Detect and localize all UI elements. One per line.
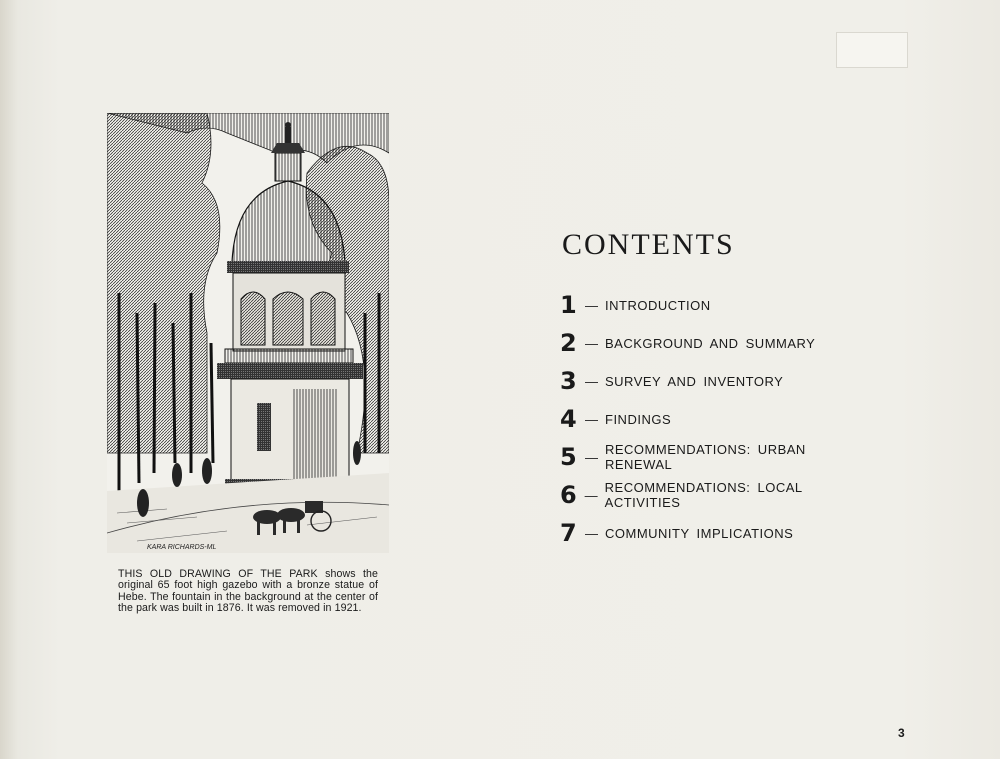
artist-signature: KARA RICHARDS-ML [147, 544, 217, 551]
toc-dash: — [585, 373, 598, 389]
page-number: 3 [898, 726, 905, 740]
toc-dash: — [585, 411, 598, 427]
toc-dash: — [585, 297, 598, 313]
park-gazebo-illustration [107, 113, 389, 553]
toc-label: BACKGROUND AND SUMMARY [605, 335, 816, 351]
toc-label: RECOMMENDATIONS: URBAN RENEWAL [604, 442, 806, 472]
toc-dash: — [584, 487, 598, 503]
toc-dash: — [585, 525, 598, 541]
toc-number: 2 [560, 329, 577, 357]
toc-dash: — [584, 449, 598, 465]
toc-item-recommendations-local-activities[interactable] [560, 478, 880, 512]
caption-lead: THIS OLD DRAWING OF THE PARK [118, 568, 318, 580]
toc-item-community-implications[interactable] [560, 516, 880, 550]
toc-number: 6 [560, 481, 577, 509]
toc-number: 3 [560, 367, 577, 395]
library-stamp [836, 32, 908, 68]
toc-item-introduction[interactable] [560, 288, 880, 322]
toc-label: RECOMMENDATIONS: LOCAL ACTIVITIES [604, 480, 803, 510]
toc-number: 4 [560, 405, 577, 433]
illustration-caption [118, 569, 378, 615]
toc-label: COMMUNITY IMPLICATIONS [605, 525, 794, 541]
toc-item-background-and-summary[interactable] [560, 326, 880, 360]
toc-label: INTRODUCTION [605, 297, 711, 313]
toc-item-survey-and-inventory[interactable] [560, 364, 880, 398]
contents-title: CONTENTS [562, 228, 735, 261]
toc-item-recommendations-urban-renewal[interactable] [560, 440, 880, 474]
toc-number: 1 [560, 291, 577, 319]
toc-number: 5 [560, 443, 577, 471]
toc-item-findings[interactable] [560, 402, 880, 436]
toc-label: SURVEY AND INVENTORY [605, 373, 784, 389]
toc-dash: — [585, 335, 598, 351]
caption-body: shows the original 65 foot high gazebo with a bronze statue of Hebe. The fountain in the background at the center of the park was built in 1876. It was removed in 1921. [118, 568, 378, 615]
toc-number: 7 [560, 519, 577, 547]
toc-label: FINDINGS [605, 411, 672, 427]
